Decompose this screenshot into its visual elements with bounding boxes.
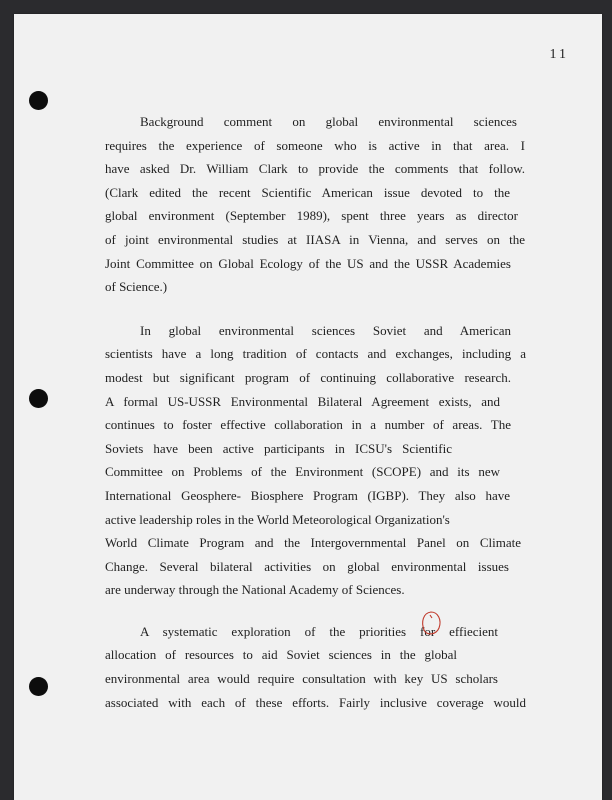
text-line: (Clark edited the recent Scientific American issue devoted to the bbox=[105, 184, 510, 200]
text-line: have asked Dr. William Clark to provide the comments that follow. bbox=[105, 161, 525, 177]
text-line: Soviets have been active participants in ICSU's Scientific bbox=[105, 440, 452, 456]
paragraph-soviet-american bbox=[105, 319, 525, 602]
text-line: requires the experience of someone who is active in that area. I bbox=[105, 137, 525, 153]
text-line: scientists have a long tradition of contacts and exchanges, including a bbox=[105, 346, 526, 362]
text-line: World Climate Program and the Intergovernmental Panel on Climate bbox=[105, 535, 521, 551]
text-line: A formal US-USSR Environmental Bilateral Agreement exists, and bbox=[105, 393, 500, 409]
document-page bbox=[14, 14, 602, 800]
text-line: A systematic exploration of the priorities for effiecient bbox=[140, 623, 498, 639]
body-text bbox=[105, 110, 525, 732]
binder-hole-top bbox=[29, 91, 48, 110]
text-line: of Science.) bbox=[105, 279, 168, 295]
text-line: modest but significant program of continuing collaborative research. bbox=[105, 369, 511, 385]
text-line: continues to foster effective collaboration in a number of areas. The bbox=[105, 417, 511, 433]
text-line: are underway through the National Academy of Sciences. bbox=[105, 582, 405, 598]
text-line: of joint environmental studies at IIASA in Vienna, and serves on the bbox=[105, 231, 525, 247]
text-line: allocation of resources to aid Soviet sciences in the global bbox=[105, 647, 457, 663]
binder-hole-bottom bbox=[29, 677, 48, 696]
paragraph-background bbox=[105, 110, 525, 299]
text-line: Committee on Problems of the Environment (SCOPE) and its new bbox=[105, 464, 500, 480]
text-line: In global environmental sciences Soviet and American bbox=[140, 322, 511, 338]
binder-hole-middle bbox=[29, 389, 48, 408]
text-line: Background comment on global environmental sciences bbox=[140, 114, 517, 129]
text-line: Joint Committee on Global Ecology of the US and the USSR Academies bbox=[105, 255, 511, 271]
text-line: environmental area would require consultation with key US scholars bbox=[105, 671, 498, 687]
page-number: 11 bbox=[549, 47, 569, 62]
paragraph-systematic-exploration bbox=[105, 620, 525, 714]
text-line: active leadership roles in the World Meteorological Organization's bbox=[105, 511, 450, 527]
text-line: International Geosphere- Biosphere Program (IGBP). They also have bbox=[105, 487, 510, 503]
text-line: Change. Several bilateral activities on global environmental issues bbox=[105, 558, 509, 574]
text-line: associated with each of these efforts. Fairly inclusive coverage would bbox=[105, 694, 526, 710]
text-line: global environment (September 1989), spent three years as director bbox=[105, 208, 518, 224]
